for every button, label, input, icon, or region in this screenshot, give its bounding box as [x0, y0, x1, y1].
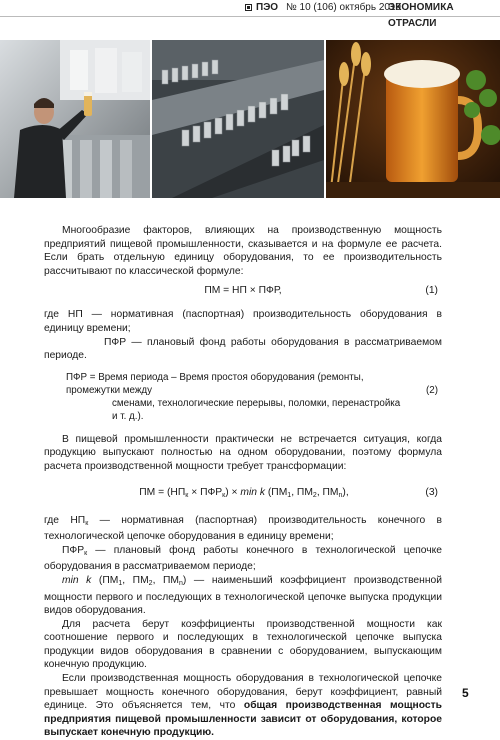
formula-1-expression: ПМ = НП × ПФР, — [204, 285, 282, 297]
section-title: ЭКОНОМИКА ОТРАСЛИ — [388, 2, 454, 29]
issue-info: № 10 (106) октябрь 2019 — [286, 2, 402, 13]
formula-2-number: (2) — [426, 384, 438, 396]
key-conclusion: общая производственная мощность предприятия пищевой промышленности зависит от оборудования, которое выпускает конечную продукцию. — [44, 700, 442, 739]
formula-2-line-2: сменами, технологические перерывы, поломки, перенастройка и т. д.). — [112, 397, 401, 422]
definition-pfr: ПФР — плановый фонд работы оборудования в рассматриваемом периоде. — [44, 336, 442, 362]
formula-1-number: (1) — [425, 285, 438, 297]
formula-3-number: (3) — [425, 486, 438, 498]
paragraph-conclusion: Если производственная мощность оборудования в технологической цепочке превышает мощность конечного оборудования, берут коэффициент, равный единице. Это объясняется тем, что общая производственная мощность предприятия пищевой промышленности зависит от оборудования, которое выпускает конечную продукцию. — [44, 673, 442, 739]
formula-3 — [44, 486, 442, 500]
journal-logo-icon — [245, 4, 252, 11]
bottling-line-photo — [152, 40, 324, 198]
formula-2-line-1: ПФР = Время периода – Время простоя оборудования (ремонты, промежутки между — [66, 371, 364, 396]
brewer-photo — [0, 40, 150, 198]
header-divider — [0, 16, 500, 17]
definition-pfr-k: $ПФР_к$ — плановый фонд работы конечного в технологической цепочке оборудования в рассматриваемом периоде; — [44, 544, 442, 573]
definition-min-k: min k ($ПМ_1$, $ПМ_2$, $ПМ_n$) — наименьший коэффициент производственной мощности первого и последующих в технологической цепочке выпуска продукции видов оборудования. — [44, 574, 443, 617]
page-number: 5 — [462, 686, 469, 700]
paragraph-intro: Многообразие факторов, влияющих на производственную мощность предприятий пищевой промышленности, сказывается и на формуле ее расчета. Если брать отдельную единицу оборудования, то ее производительность рассчитывают по классической формуле: — [44, 225, 442, 277]
page-header — [0, 0, 500, 29]
formula-3-expression: ПМ = $(НП_к \times ПФР_к) \times \min k$ ($ПМ_1$, $ПМ_2$, $ПМ_n$), — [139, 486, 349, 499]
paragraph-coefficients: Для расчета берут коэффициенты производственной мощности как соотношение первого и последующих в технологической цепочке выпуска продукции видов оборудования в сравнении с оборудованием, выпускающим конечную продукцию. — [44, 618, 442, 671]
photo-strip — [0, 40, 500, 198]
article-body — [44, 224, 442, 740]
definition-np-k: где $НП_к$ — нормативная (паспортная) производительность конечного в технологической цепочке оборудования в единицу времени; — [44, 514, 443, 543]
beer-mug-photo — [326, 40, 500, 198]
paragraph-transformation: В пищевой промышленности практически не встречается ситуация, когда продукцию выпускают полностью на одном оборудовании, поэтому формула расчета производственной мощности требует трансформации: — [44, 433, 442, 472]
formula-1 — [44, 284, 442, 298]
formula-2 — [44, 371, 442, 423]
journal-name: ПЭО — [256, 2, 279, 13]
definition-np: где НП — нормативная (паспортная) производительность оборудования в единицу времени; — [44, 309, 442, 334]
